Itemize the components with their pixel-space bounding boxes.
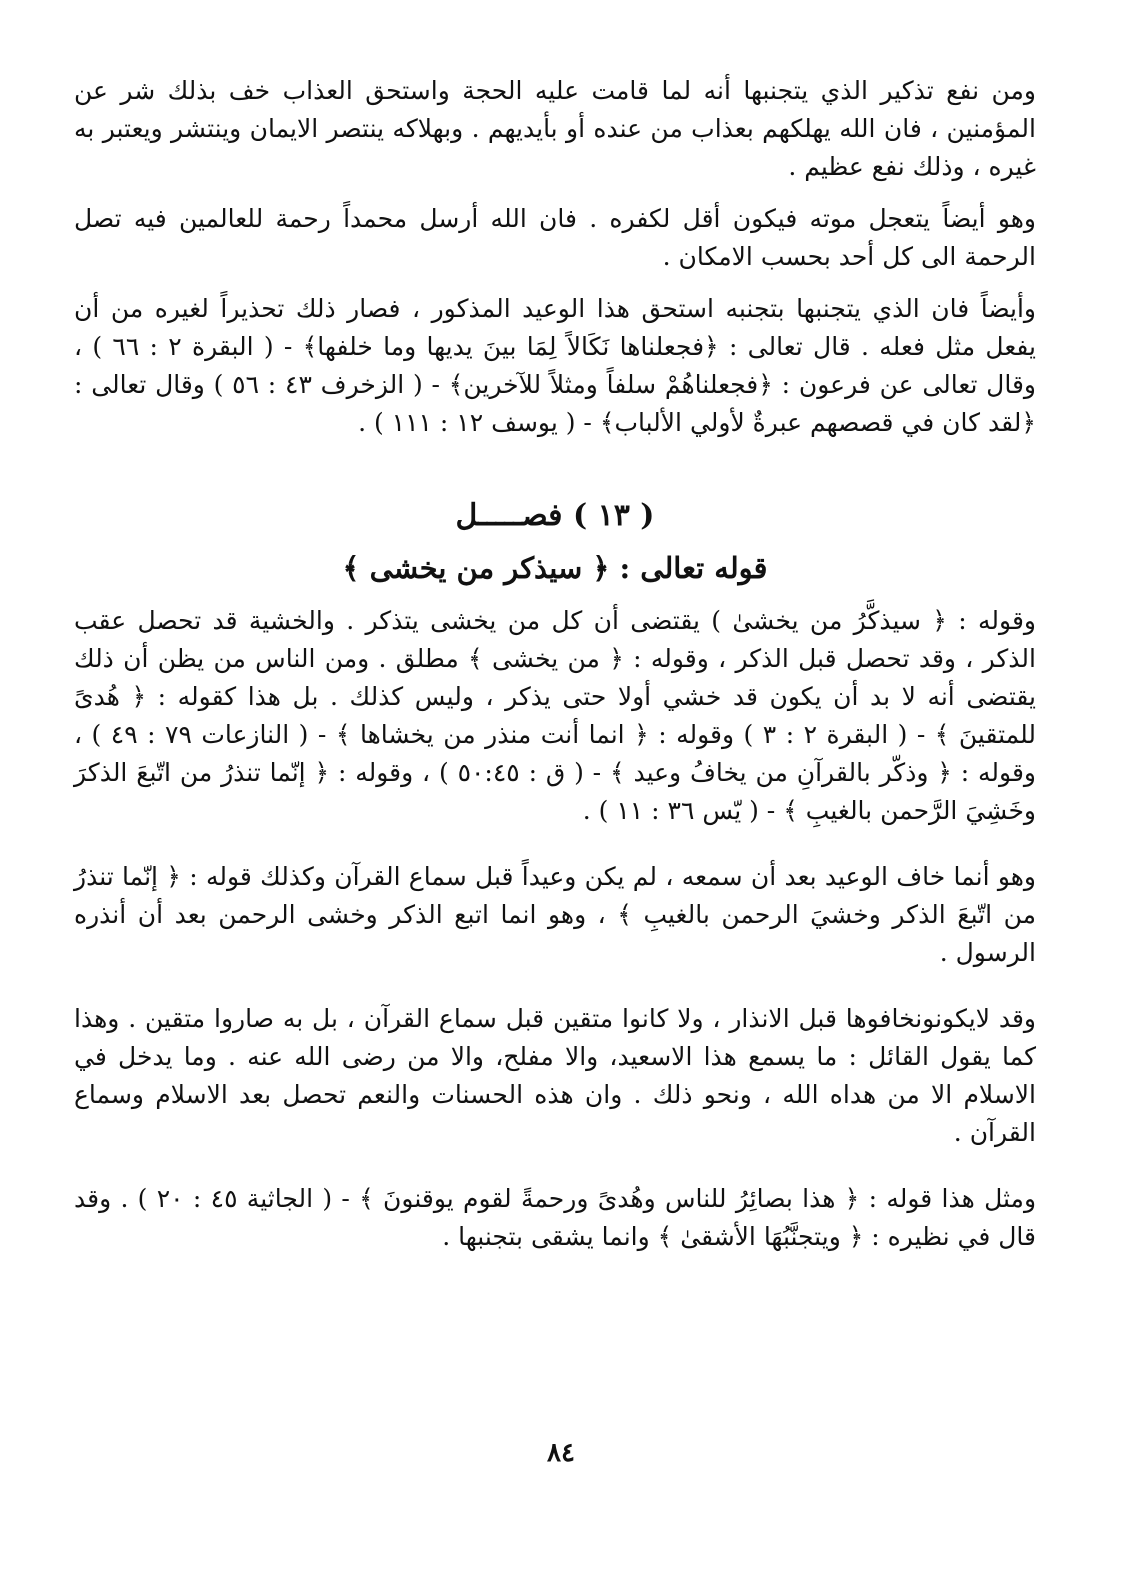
paragraph-5: وهو أنما خاف الوعيد بعد أن سمعه ، لم يكن وعيداً قبل سماع القرآن وكذلك قوله : ﴿ إنّما تنذرُ من اتّبعَ الذكر وخشيَ الرحمن بالغيبِ ﴾ ، وهو انما اتبع الذكر وخشى الرحمن بعد أن أنذره الرسول . (74, 862, 1036, 967)
paragraph-6: وقد لايكونونخافوها قبل الانذار ، ولا كانوا متقين قبل سماع القرآن ، بل به صاروا متقين . وهذا كما يقول القائل : ما يسمع هذا الاسعيد، والا مفلح، والا من رضى الله عنه . وما يدخل في الاسلام الا من هداه الله ، ونحو ذلك . وان هذه الحسنات والنعم تحصل بعد الاسلام وسماع القرآن . (74, 1004, 1036, 1147)
paragraph-2: وهو أيضاً يتعجل موته فيكون أقل لكفره . فان الله أرسل محمداً رحمة للعالمين فيه تصل الرحمة الى كل أحد بحسب الامكان . (74, 204, 1036, 271)
paragraph-4: وقوله : ﴿ سيذكَّرُ من يخشىٰ ) يقتضى أن كل من يخشى يتذكر . والخشية قد تحصل عقب الذكر ، وقد تحصل قبل الذكر ، وقوله : ﴿ من يخشى ﴾ مطلق . ومن الناس من يظن أن ذلك يقتضى أنه لا بد أن يكون قد خشي أولا حتى يذكر ، وليس كذلك . بل هذا كقوله : ﴿ هُدىً للمتقينَ ﴾ - ( البقرة ٢ : ٣ ) وقوله : ﴿ انما أنت منذر من يخشاها ﴾ - ( النازعات ٧٩ : ٤٩ ) ، وقوله : ﴿ وذكّر بالقرآنِ من يخافُ وعيد ﴾ - ( ق : ٥٠:٤٥ ) ، وقوله : ﴿ إنّما تنذرُ من اتّبعَ الذكرَ وخَشِيَ الرَّحمن بالغيبِ ﴾ - ( يّس ٣٦ : ١١ ) . (74, 606, 1036, 825)
document-page (74, 72, 1036, 1256)
paragraph-7: ومثل هذا قوله : ﴿ هذا بصائِرُ للناس وهُدىً ورحمةً لقوم يوقنونَ ﴾ - ( الجاثية ٤٥ : ٢٠ ) . وقد قال في نظيره : ﴿ ويتجنَّبُهَا الأشقىٰ ﴾ وانما يشقى بتجنبها . (74, 1184, 1037, 1251)
section-heading: ( ١٣ ) فصـــــل (455, 498, 655, 533)
paragraph-1: ومن نفع تذكير الذي يتجنبها أنه لما قامت عليه الحجة واستحق العذاب خف بذلك شر عن المؤمنين ، فان الله يهلكهم بعذاب من عنده أو بأيديهم . وبهلاكه ينتصر الايمان وينتشر ويعتبر به غيره ، وذلك نفع عظيم . (74, 76, 1036, 181)
section-subtitle: قوله تعالى : ﴿ سيذكر من يخشى ﴾ (342, 551, 768, 585)
page-number: ٨٤ (547, 1438, 575, 1468)
paragraph-3: وأيضاً فان الذي يتجنبها بتجنبه استحق هذا الوعيد المذكور ، فصار ذلك تحذيراً لغيره من أن يفعل مثل فعله . قال تعالى : ﴿فجعلناها نَكَالاً لِمَا بينَ يديها وما خلفها﴾ - ( البقرة ٢ : ٦٦ ) ، وقال تعالى عن فرعون : ﴿فجعلناهُمْ سلفاً ومثلاً للآخرين﴾ - ( الزخرف ٤٣ : ٥٦ ) وقال تعالى : ﴿لقد كان في قصصهم عبرةٌ لأولي الألباب﴾ - ( يوسف ١٢ : ١١١ ) . (74, 294, 1036, 437)
